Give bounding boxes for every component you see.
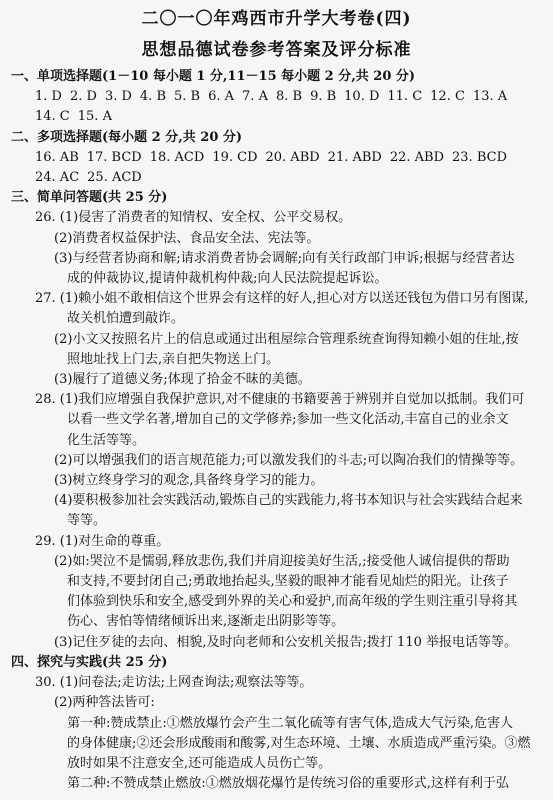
answer-line: 等等。 <box>67 513 107 529</box>
multiple-choice-answers-row-1 <box>11 148 541 168</box>
answer-line: 30. (1)问卷法;走访法;上网查询法;观察法等等。 <box>35 675 313 691</box>
answer-line: 以看一些文学名著,增加自己的文学修养;参加一些文化活动,丰富自己的业余文 <box>67 412 509 428</box>
answer-line: (3)履行了道德义务;体现了拾金不昧的美德。 <box>54 372 311 388</box>
inquiry-practice-lines <box>11 673 541 794</box>
answer-line: 放时如果不注意安全,还可能造成人员伤亡等。 <box>67 755 332 771</box>
answer-item: 24. AC <box>35 170 80 186</box>
answer-line: (3)树立终身学习的观念,具备终身学习的能力。 <box>54 473 324 489</box>
answer-line: 和支持,不要封闭自己;勇敢地抬起头,坚毅的眼神才能看见灿烂的阳光。让孩子 <box>67 574 509 590</box>
answer-line: (2)如:哭泣不是懦弱,释放悲伤,我们并肩迎接美好生活,;接受他人诚信提供的帮助 <box>54 553 510 569</box>
answer-line: (3)记住歹徒的去向、相貌,及时向老师和公安机关报告;拨打 110 举报电话等等。 <box>54 634 518 650</box>
answer-item: 2. D <box>69 89 97 105</box>
answer-item: 22. ABD <box>389 149 445 165</box>
answer-item: 8. B <box>275 89 303 105</box>
answer-item: 6. A <box>208 89 235 105</box>
section-heading-short-answer: 三、简单问答题(共 25 分) <box>11 190 168 206</box>
answer-line: 第一种:赞成禁止:①燃放爆竹会产生二氧化硫等有害气体,造成大气污染,危害人 <box>67 715 514 731</box>
answer-line: 伤心、害怕等情绪倾诉出来,逐渐走出阴影等等。 <box>67 614 345 630</box>
answer-item: 7. A <box>242 89 268 105</box>
answer-line: (2)小文又按照名片上的信息或通过出租屋综合管理系统查询得知赖小姐的住址,按 <box>54 331 519 347</box>
single-choice-answers-row-1 <box>11 87 541 107</box>
answer-item: 16. AB <box>35 149 79 165</box>
answer-item: 14. C <box>35 109 70 125</box>
answer-line: 的身体健康;②还会形成酸雨和酸雾,对生态环境、土壤、水质造成严重污染。③燃 <box>67 735 531 751</box>
answer-item: 4. B <box>139 89 166 105</box>
page-subtitle: 思想品德试卷参考答案及评分标准 <box>141 40 412 60</box>
section-heading-single-choice: 一、单项选择题(1－10 每小题 1 分,11－15 每小题 2 分,共 20 分) <box>11 69 416 84</box>
answer-content <box>0 67 553 794</box>
page-title: 二〇一〇年鸡西市升学大考卷(四) <box>141 9 412 29</box>
answer-item: 23. BCD <box>452 149 507 165</box>
answer-item: 3. D <box>104 89 132 105</box>
single-choice-answers-row-2 <box>11 107 541 127</box>
answer-item: 15. A <box>77 109 112 125</box>
answer-line: (2)可以增强我们的语言规范能力;可以激发我们的斗志;可以陶冶我们的情操等等。 <box>54 452 524 468</box>
answer-item: 5. B <box>174 89 201 105</box>
answer-line: 27. (1)赖小姐不敢相信这个世界会有这样的好人,担心对方以送还钱包为借口另有图谋, <box>35 291 529 307</box>
answer-line: 29. (1)对生命的尊重。 <box>35 533 170 549</box>
answer-line: (2)消费者权益保护法、食品安全法、宪法等。 <box>54 230 320 246</box>
answer-line: 们体验到快乐和安全,感受到外界的关心和爱护,而高年级的学生则注重引导将其 <box>67 594 518 610</box>
answer-line: 26. (1)侵害了消费者的知情权、安全权、公平交易权。 <box>35 210 352 226</box>
answer-item: 21. ABD <box>327 149 382 165</box>
answer-item: 19. CD <box>212 149 258 165</box>
answer-line: 照地址找上门去,亲自把失物送上门。 <box>67 351 280 367</box>
answer-item: 20. ABD <box>265 149 320 165</box>
answer-item: 10. D <box>344 89 380 105</box>
short-answer-lines <box>11 208 541 652</box>
answer-line: 化生活等等。 <box>67 432 146 448</box>
answer-item: 12. C <box>430 89 465 105</box>
answer-line: (2)两种答法皆可: <box>54 695 155 711</box>
answer-item: 25. ACD <box>87 170 142 186</box>
answer-line: (3)与经营者协商和解;请求消费者协会调解;向有关行政部门申诉;根据与经营者达 <box>54 250 515 266</box>
answer-line: (4)要积极参加社会实践活动,锻炼自己的实践能力,将书本知识与社会实践结合起来 <box>54 493 523 509</box>
answer-item: 1. D <box>35 89 62 105</box>
answer-line: 故关机怕遭到敲诈。 <box>67 311 185 327</box>
multiple-choice-answers-row-2 <box>11 168 541 188</box>
answer-item: 17. BCD <box>86 149 142 165</box>
answer-line: 第二种:不赞成禁止燃放:①燃放烟花爆竹是传统习俗的重要形式,这样有利于弘 <box>67 776 509 792</box>
answer-item: 9. B <box>310 89 337 105</box>
answer-item: 13. A <box>472 89 508 105</box>
answer-line: 28. (1)我们应增强自我保护意识,对不健康的书籍要善于辨别并自觉加以抵制。我们可 <box>35 392 525 408</box>
answer-item: 11. C <box>387 89 423 105</box>
section-heading-inquiry-practice: 四、探究与实践(共 25 分) <box>11 654 168 670</box>
answer-item: 18. ACD <box>149 149 205 165</box>
section-heading-multiple-choice: 二、多项选择题(每小题 2 分,共 20 分) <box>11 129 243 145</box>
answer-line: 成的仲裁协议,提请仲裁机构仲裁;向人民法院提起诉讼。 <box>67 271 388 287</box>
